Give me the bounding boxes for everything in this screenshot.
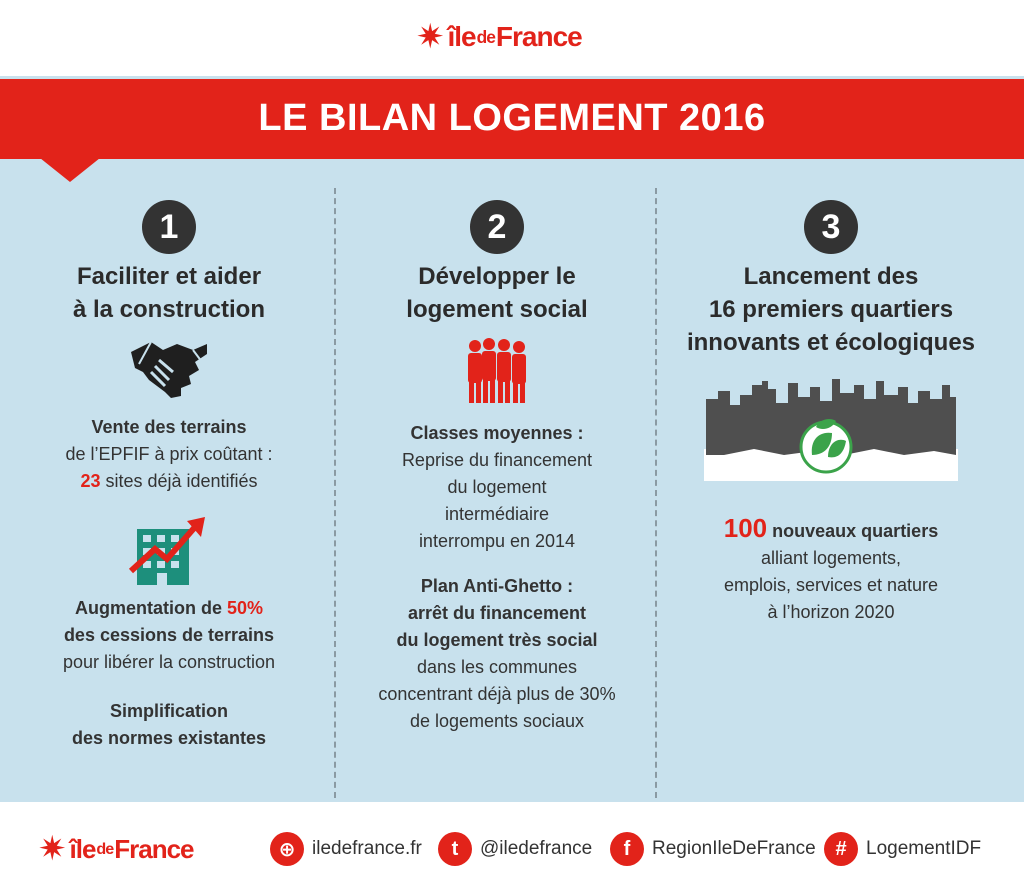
text-block-simplification: Simplification des normes existantes [71,701,267,748]
star-logo-icon: ✷ [416,18,444,56]
column-heading: Développer le logement social [406,263,588,323]
handshake-icon [129,336,209,402]
text-block-anti-ghetto: Plan Anti-Ghetto : arrêt du financement du logement très social dans les communes concentrant déjà plus de 30% de logements sociaux [378,576,616,731]
highlight-percent: 50% [226,598,264,618]
twitter-icon: t [438,832,472,866]
column-divider [655,188,657,798]
hashtag-icon: # [824,832,858,866]
ile-de-france-logo[interactable] [416,20,582,54]
column-heading: Faciliter et aider à la construction [72,263,266,323]
logo-text-ile: île [447,21,476,52]
column-divider [334,188,336,798]
text-block-terrains: Vente des terrains de l’EPFIF à prix coûtant : 23 sites déjà identifiés [65,417,273,491]
column-quartiers [668,200,994,626]
text-block-nouveaux-quartiers: 100 nouveaux quartiers alliant logements, emplois, services et nature à l’horizon 2020 [723,513,939,622]
hashtag-link[interactable]: # LogementIDF [824,832,981,866]
step-number-1: 1 [142,200,196,254]
highlight-number: 100 [723,513,768,543]
text-block-cessions: Augmentation de 50% des cessions de terrains pour libérer la construction [62,598,276,672]
text-block-classes-moyennes: Classes moyennes : Reprise du financement du logement intermédiaire interrompu en 2014 [401,423,593,551]
building-growth-icon [129,515,209,587]
step-number-2: 2 [470,200,524,254]
column-construction [14,200,324,752]
city-leaf-icon [704,377,958,481]
column-heading: Lancement des 16 premiers quartiers innovants et écologiques [686,263,976,356]
facebook-link[interactable]: f RegionIleDeFrance [610,832,816,866]
people-icon [465,336,529,406]
star-logo-icon: ✷ [38,830,66,868]
logo-text-de: de [476,26,495,47]
column-logement-social [346,200,648,735]
facebook-icon: f [610,832,644,866]
twitter-link[interactable]: t @iledefrance [438,832,592,866]
step-number-3: 3 [804,200,858,254]
highlight-number: 23 [80,471,101,491]
page-title: LE BILAN LOGEMENT 2016 [258,97,766,139]
logo-text-france: France [495,21,582,52]
footer-logo[interactable]: ✷ île de France [38,830,194,868]
banner-notch [40,158,100,182]
globe-icon: ⊕ [270,832,304,866]
website-link[interactable]: ⊕ iledefrance.fr [270,832,422,866]
